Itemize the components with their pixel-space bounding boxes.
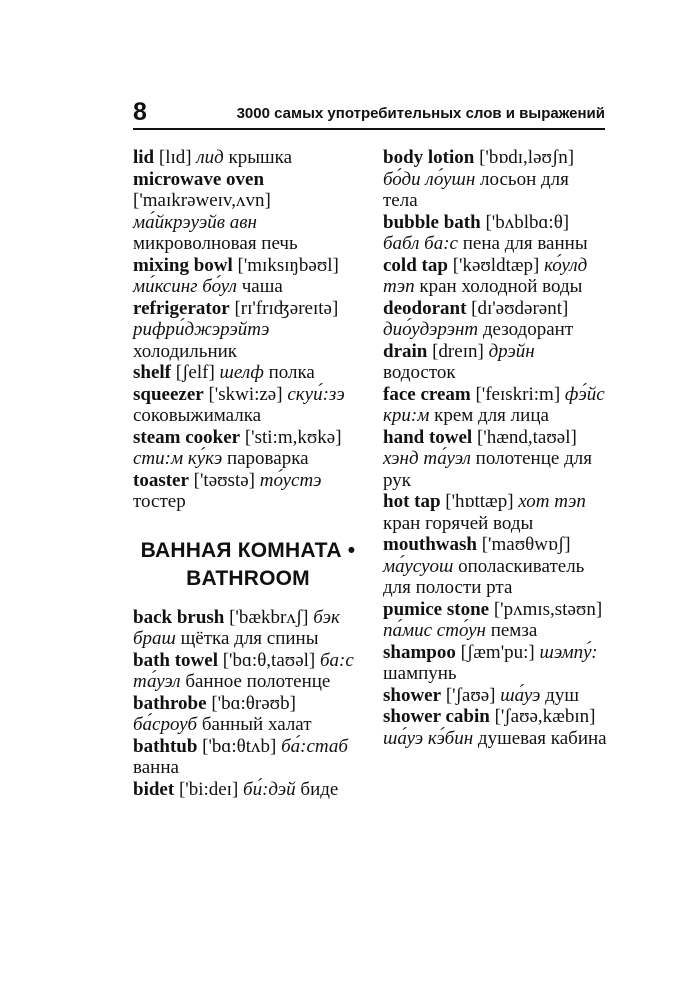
ipa-transcription: ['ʃaʊə,kæbɪn] xyxy=(494,706,596,727)
translation: щётка для спины xyxy=(180,628,319,649)
dictionary-entry xyxy=(383,706,608,749)
translation: дезодорант xyxy=(482,319,574,340)
ipa-transcription: ['maɪkrəweɪv,ʌvn] xyxy=(133,190,271,211)
russian-transliteration: ша́уэ кэ́бин xyxy=(383,727,474,749)
ipa-transcription: ['bʌblbɑ:θ] xyxy=(485,211,570,233)
russian-transliteration: ма́йкрэуэйв авн xyxy=(133,211,257,233)
dictionary-entry xyxy=(383,298,608,341)
ipa-transcription: [lɪd] xyxy=(158,147,192,168)
ipa-transcription: ['skwi:zə] xyxy=(208,383,283,405)
translation: микроволновая печь xyxy=(133,233,298,254)
dictionary-entry xyxy=(133,362,363,384)
dictionary-entry xyxy=(133,607,363,650)
right-column xyxy=(383,147,608,749)
ipa-transcription: ['mɪksɪŋbəʊl] xyxy=(237,254,339,276)
russian-transliteration: дио́удэрэнт xyxy=(383,319,479,340)
headword: toaster xyxy=(133,469,189,491)
russian-transliteration: ша́уэ xyxy=(500,684,541,706)
russian-transliteration: ма́усуош xyxy=(383,555,454,577)
dictionary-entry xyxy=(383,147,608,212)
headword: bathrobe xyxy=(133,692,207,714)
dictionary-entry xyxy=(133,736,363,779)
headword: body lotion xyxy=(383,147,475,168)
dictionary-entry xyxy=(383,685,608,707)
dictionary-entry xyxy=(133,427,363,470)
dictionary-entry xyxy=(133,147,363,169)
translation: лосьон для тела xyxy=(383,168,569,211)
headword: back brush xyxy=(133,606,225,628)
headword: shampoo xyxy=(383,641,456,663)
running-title: 3000 самых употребительных слов и выражений xyxy=(236,105,605,122)
headword: microwave oven xyxy=(133,168,265,190)
ipa-transcription: ['bækbrʌʃ] xyxy=(229,606,309,628)
headword: drain xyxy=(383,340,428,362)
headword: mouthwash xyxy=(383,534,477,555)
headword: refrigerator xyxy=(133,297,230,319)
ipa-transcription: ['bi:deɪ] xyxy=(178,778,239,800)
translation: полотенце для рук xyxy=(383,448,592,491)
dictionary-entry xyxy=(383,255,608,298)
headword: pumice stone xyxy=(383,598,490,620)
russian-transliteration: хот тэп xyxy=(518,491,586,512)
headword: face cream xyxy=(383,383,471,405)
headword: lid xyxy=(133,147,155,168)
ipa-transcription: ['feɪskri:m] xyxy=(475,383,561,405)
russian-transliteration: бабл ба:с xyxy=(383,233,458,254)
ipa-transcription: ['təʊstə] xyxy=(193,469,255,491)
ipa-transcription: [dreɪn] xyxy=(432,340,484,362)
left-column xyxy=(133,147,363,800)
translation: биде xyxy=(300,778,339,800)
russian-transliteration: па́мис сто́ун xyxy=(383,620,486,641)
translation: пароварка xyxy=(226,448,309,469)
translation: крем для лица xyxy=(434,405,549,426)
ipa-transcription: ['sti:m,kʊkə] xyxy=(244,426,342,448)
section-heading-bathroom: ВАННАЯ КОМНАТА • BATHROOM xyxy=(140,538,356,590)
entries-bathroom xyxy=(133,607,363,801)
dictionary-entry xyxy=(383,427,608,492)
ipa-transcription: ['hɒttæp] xyxy=(445,491,514,512)
russian-transliteration: ба:с та́уэл xyxy=(133,649,354,692)
ipa-transcription: ['bɑ:θ,taʊəl] xyxy=(222,649,316,671)
translation: чаша xyxy=(241,276,283,297)
russian-transliteration: лид xyxy=(196,147,224,168)
translation: соковыжималка xyxy=(133,405,262,426)
headword: bubble bath xyxy=(383,211,481,233)
translation: банный халат xyxy=(201,714,312,735)
headword: bath towel xyxy=(133,649,218,671)
dictionary-entry xyxy=(133,298,363,363)
dictionary-entry xyxy=(383,599,608,642)
dictionary-entry xyxy=(133,384,363,427)
russian-transliteration: скуи́:зэ xyxy=(287,383,345,405)
translation: ополаскиватель для полости рта xyxy=(383,555,585,598)
ipa-transcription: [ʃelf] xyxy=(175,362,215,383)
ipa-transcription: ['bɑ:θrəʊb] xyxy=(211,692,296,714)
russian-transliteration: ми́ксинг бо́ул xyxy=(133,276,237,297)
headword: squeezer xyxy=(133,383,204,405)
headword: bathtub xyxy=(133,735,198,757)
dictionary-entry xyxy=(383,212,608,255)
translation: шампунь xyxy=(383,663,457,684)
dictionary-entry xyxy=(383,384,608,427)
ipa-transcription: ['maʊθwɒʃ] xyxy=(481,534,571,555)
dictionary-entry xyxy=(133,470,363,513)
russian-transliteration: бо́ди ло́ушн xyxy=(383,168,476,190)
headword: shower xyxy=(383,684,442,706)
headword: hand towel xyxy=(383,426,473,448)
translation: пена для ванны xyxy=(462,233,588,254)
russian-transliteration: шелф xyxy=(219,362,264,383)
dictionary-entry xyxy=(383,341,608,384)
russian-transliteration: фэ́йс кри:м xyxy=(383,383,605,426)
headword: hot tap xyxy=(383,491,441,512)
headword: bidet xyxy=(133,778,175,800)
translation: душевая кабина xyxy=(477,727,607,749)
dictionary-entry xyxy=(133,650,363,693)
ipa-transcription: [dɪ'əʊdərənt] xyxy=(471,297,569,319)
ipa-transcription: ['pʌmɪs,stəʊn] xyxy=(493,598,603,620)
russian-transliteration: то́устэ xyxy=(259,469,322,491)
headword: shower cabin xyxy=(383,706,490,727)
ipa-transcription: ['kəʊldtæp] xyxy=(452,254,540,276)
russian-transliteration: бэк браш xyxy=(133,606,340,649)
translation: душ xyxy=(545,684,579,706)
dictionary-entry xyxy=(383,491,608,534)
translation: полка xyxy=(268,362,315,383)
translation: банное полотенце xyxy=(185,671,331,692)
ipa-transcription: [rɪ'frɪʤəreɪtə] xyxy=(234,297,339,319)
translation: ванна xyxy=(133,757,179,778)
dictionary-entry xyxy=(133,255,363,298)
dictionary-entry xyxy=(133,693,363,736)
dictionary-entry xyxy=(383,642,608,685)
translation: холодильник xyxy=(133,340,238,362)
translation: пемза xyxy=(490,620,538,641)
translation: крышка xyxy=(228,147,293,168)
translation: водосток xyxy=(383,362,456,383)
page-number: 8 xyxy=(133,98,147,126)
dictionary-entry xyxy=(133,779,363,801)
russian-transliteration: сти:м ку́кэ xyxy=(133,448,223,469)
dictionary-entry xyxy=(133,169,363,255)
russian-transliteration: дрэйн xyxy=(488,340,535,362)
translation: кран горячей воды xyxy=(383,512,534,534)
headword: deodorant xyxy=(383,297,467,319)
russian-transliteration: шэмпу́: xyxy=(539,641,598,663)
russian-transliteration: рифри́джэрэйтэ xyxy=(133,319,270,340)
page-header xyxy=(133,98,605,130)
headword: cold tap xyxy=(383,254,448,276)
ipa-transcription: ['hænd,taʊəl] xyxy=(476,426,577,448)
russian-transliteration: ко́улд тэп xyxy=(383,254,588,297)
ipa-transcription: [ʃæm'pu:] xyxy=(460,641,535,663)
ipa-transcription: ['ʃaʊə] xyxy=(445,684,496,706)
dictionary-entry xyxy=(383,534,608,599)
russian-transliteration: ба́сроуб xyxy=(133,714,198,735)
ipa-transcription: ['bɒdɪ,ləʊʃn] xyxy=(479,147,575,168)
headword: shelf xyxy=(133,362,171,383)
translation: тостер xyxy=(133,491,186,512)
russian-transliteration: хэнд та́уэл xyxy=(383,448,471,469)
headword: steam cooker xyxy=(133,426,241,448)
entries-kitchen xyxy=(133,147,363,513)
translation: кран холодной воды xyxy=(419,276,583,297)
russian-transliteration: ба́:стаб xyxy=(281,735,348,757)
russian-transliteration: би́:дэй xyxy=(243,778,296,800)
ipa-transcription: ['bɑ:θtʌb] xyxy=(202,735,277,757)
headword: mixing bowl xyxy=(133,254,233,276)
